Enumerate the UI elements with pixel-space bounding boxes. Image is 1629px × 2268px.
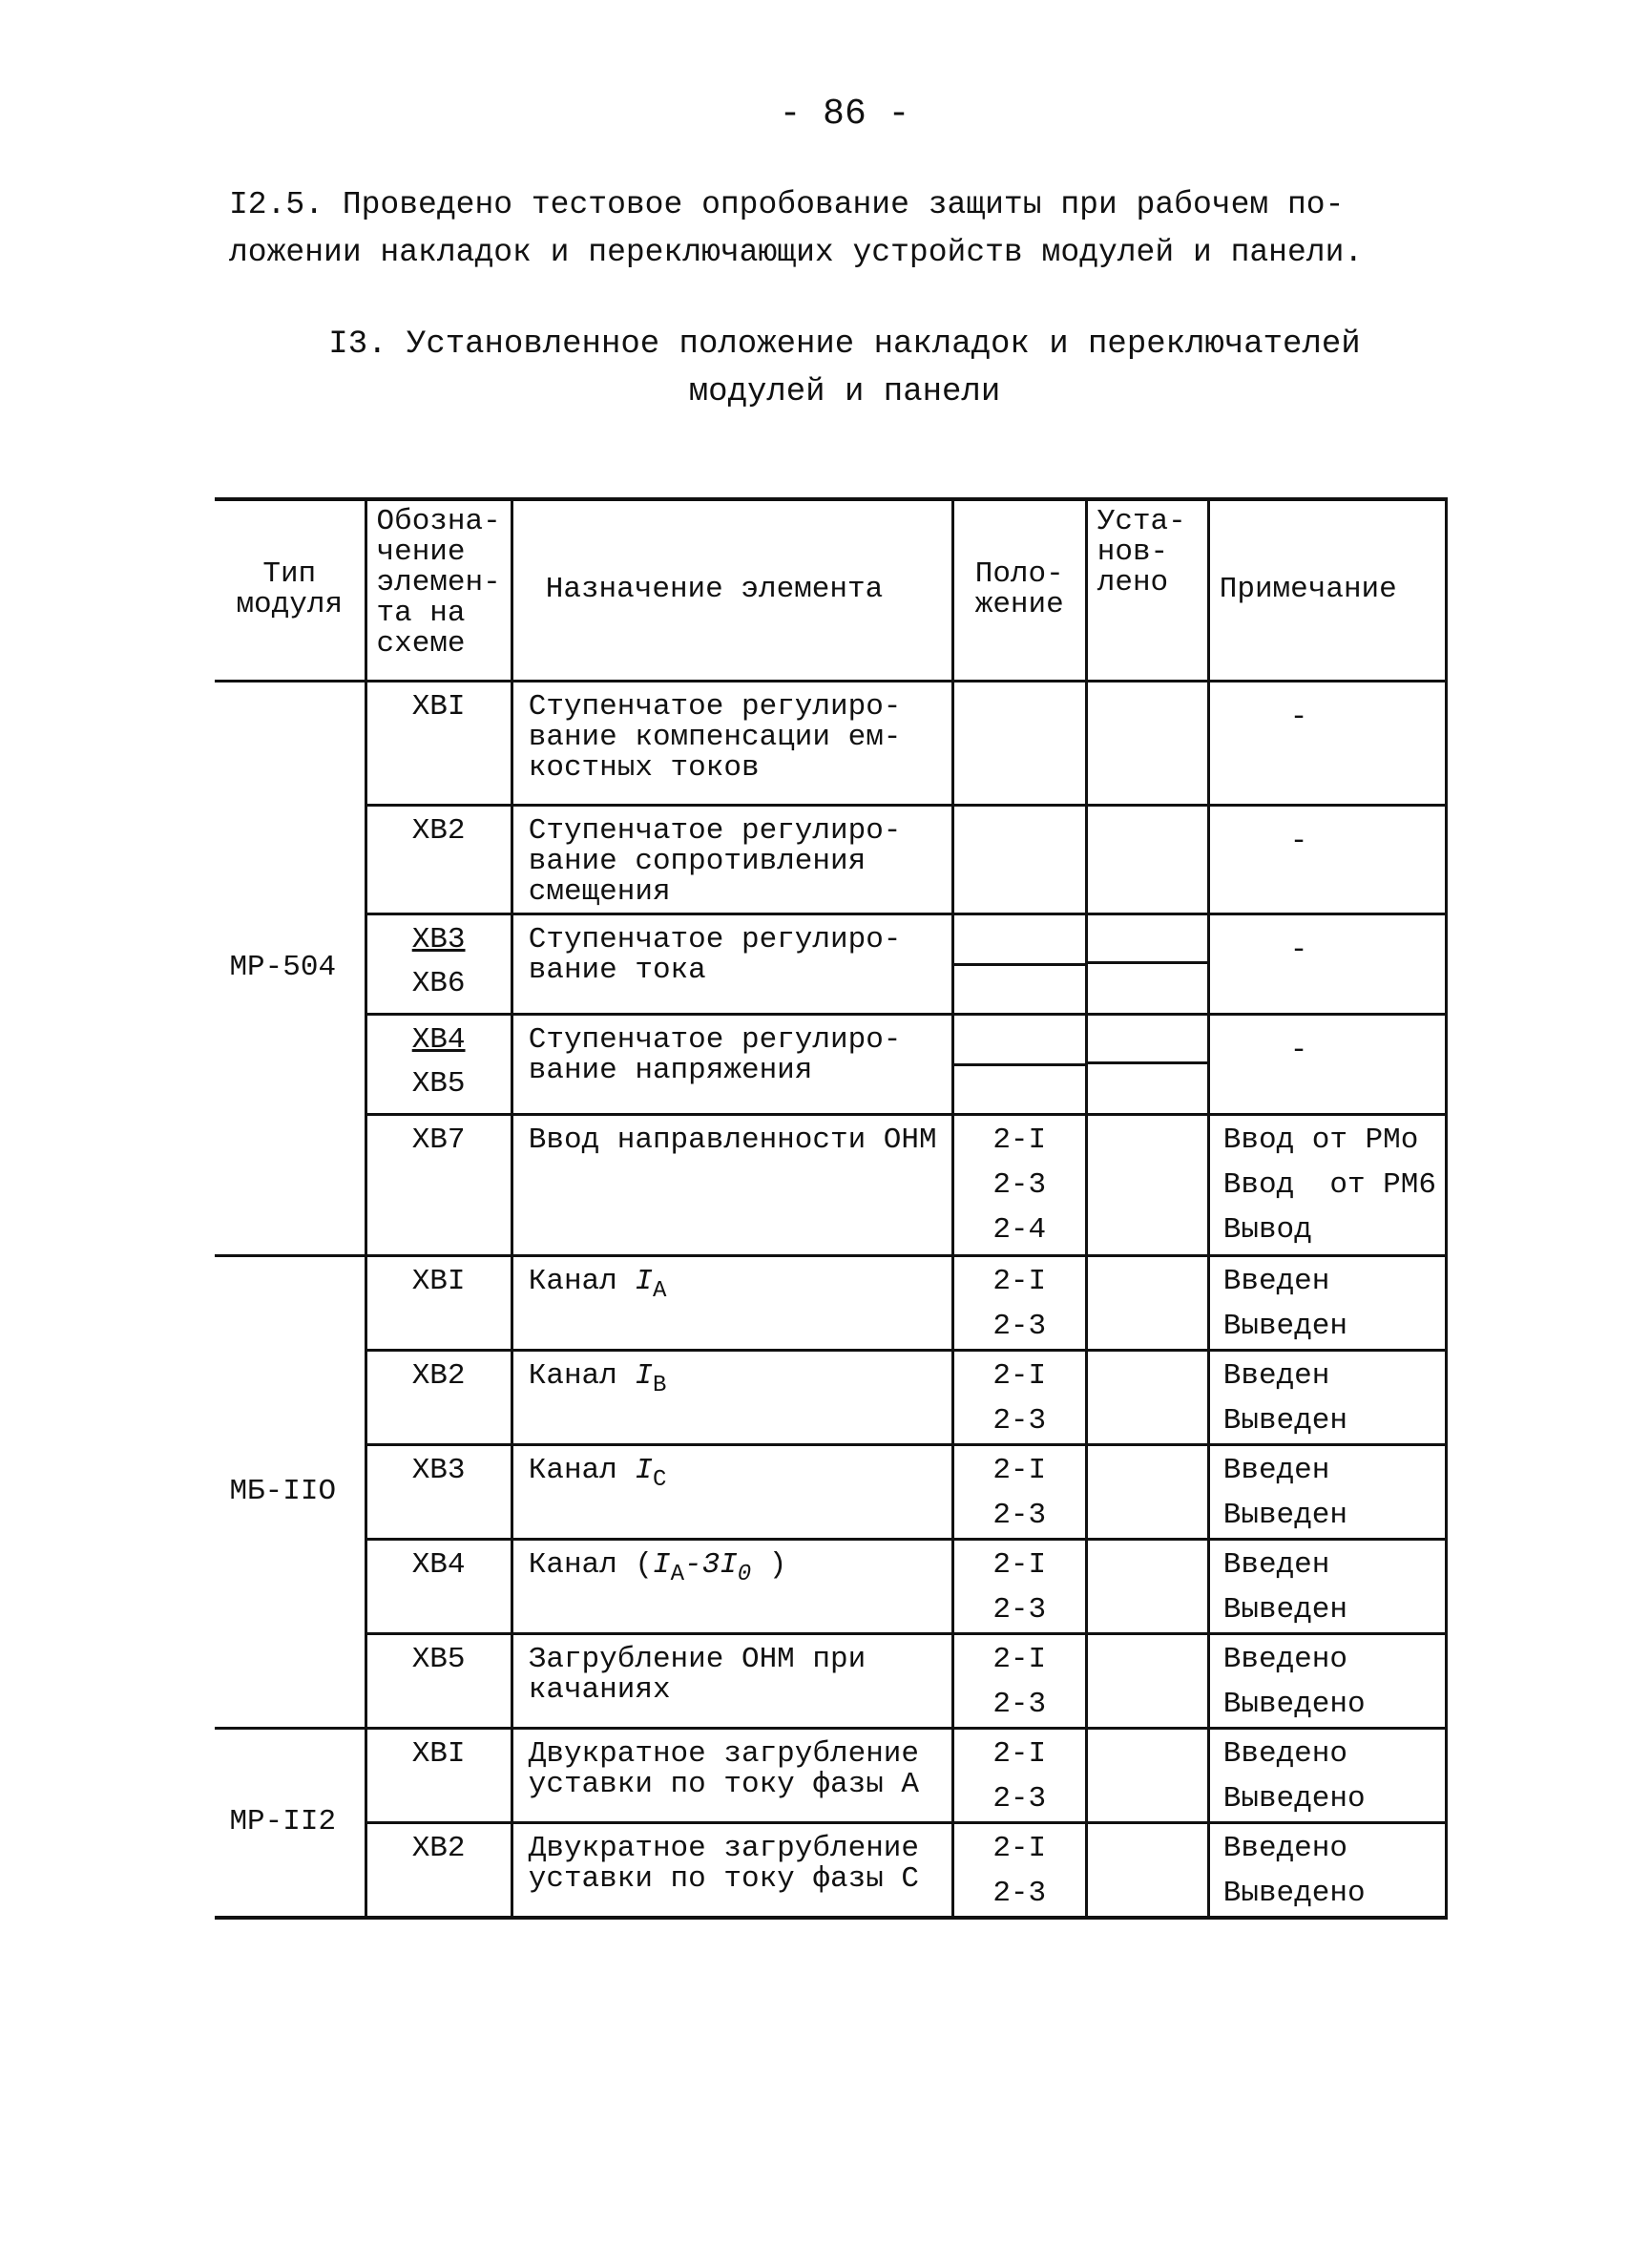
designation-code: XB2 — [411, 1831, 466, 1865]
purpose-fragment: A — [670, 1561, 684, 1587]
note-value: - — [1289, 700, 1308, 734]
installed-cell — [1086, 1255, 1208, 1350]
module-type-cell: MP-II2 — [215, 1728, 365, 1918]
position-subcell — [954, 1066, 1085, 1112]
position-value: 2-I — [992, 1453, 1047, 1487]
designation-code: XB3 — [411, 1453, 466, 1487]
purpose-cell — [512, 1350, 952, 1444]
purpose-text: Ступенчатое регулиро- вание напряжения — [528, 1022, 902, 1087]
installed-subcell — [1088, 964, 1207, 1010]
position-cell — [952, 1255, 1086, 1350]
page-number: - 86 - — [779, 94, 910, 135]
note-value: Введен — [1222, 1358, 1330, 1393]
purpose-fragment: ) — [751, 1547, 787, 1582]
purpose-cell — [512, 1539, 952, 1633]
purpose-fragment: Канал — [528, 1453, 636, 1487]
position-cell — [952, 1114, 1086, 1255]
designation-code: XBI — [411, 1736, 466, 1771]
note-cell — [1208, 1539, 1446, 1633]
installed-cell — [1086, 1350, 1208, 1444]
designation-cell — [365, 1633, 512, 1728]
note-value: Ввод от PMo — [1222, 1123, 1419, 1157]
designation-code: XB2 — [411, 1358, 466, 1393]
position-value: 2-4 — [992, 1212, 1047, 1247]
installed-cell — [1086, 1633, 1208, 1728]
note-cell — [1208, 1014, 1446, 1114]
designation-cell — [365, 1728, 512, 1822]
position-value: 2-3 — [992, 1403, 1047, 1438]
purpose-text: Ступенчатое регулиро- вание компенсации ем- костных токов — [528, 689, 902, 785]
purpose-cell — [512, 1728, 952, 1822]
position-value: 2-I — [992, 1123, 1047, 1157]
designation-code: XB5 — [411, 1642, 466, 1676]
purpose-fragment: I — [635, 1264, 653, 1298]
purpose-cell — [512, 1114, 952, 1255]
note-value: - — [1289, 824, 1308, 858]
header-designation: Обозна- чение элемен- та на схеме — [365, 499, 512, 681]
purpose-cell — [512, 805, 952, 914]
purpose-fragment: Канал — [528, 1358, 636, 1393]
installed-subcell — [1088, 1016, 1207, 1064]
module-type-cell: MP-504 — [215, 681, 365, 1255]
purpose-cell — [512, 914, 952, 1014]
installed-cell — [1086, 681, 1208, 805]
installed-cell — [1086, 1539, 1208, 1633]
note-cell — [1208, 1728, 1446, 1822]
installed-cell — [1086, 1014, 1208, 1114]
designation-cell — [365, 1350, 512, 1444]
purpose-text: Двукратное загрубление уставки по току фазы А — [528, 1736, 920, 1801]
paragraph-12-5-line-2: ложении накладок и переключающих устройств модулей и панели. — [229, 235, 1364, 270]
purpose-text: Загрубление ОНМ при качаниях — [528, 1642, 867, 1707]
position-value: 2-I — [992, 1358, 1047, 1393]
installed-subcell — [1088, 915, 1207, 964]
section-13-heading-line-2: модулей и панели — [688, 374, 1001, 410]
installed-cell — [1086, 914, 1208, 1014]
designation-code: XBI — [411, 689, 466, 724]
purpose-fragment: -3I — [683, 1547, 738, 1582]
position-value: 2-3 — [992, 1498, 1047, 1532]
purpose-cell — [512, 1822, 952, 1918]
position-cell — [952, 1728, 1086, 1822]
table-row — [215, 1350, 1446, 1444]
position-subcell — [954, 917, 1085, 966]
position-value: 2-3 — [992, 1687, 1047, 1721]
note-cell — [1208, 1822, 1446, 1918]
position-cell — [952, 1350, 1086, 1444]
installed-cell — [1086, 1728, 1208, 1822]
installed-cell — [1086, 1822, 1208, 1918]
position-cell — [952, 914, 1086, 1014]
position-value: 2-I — [992, 1831, 1047, 1865]
position-value: 2-3 — [992, 1876, 1047, 1910]
note-value: Ввод от PM6 — [1222, 1167, 1436, 1202]
purpose-text: Ввод направленности ОНМ — [528, 1123, 937, 1157]
note-value: Выведено — [1222, 1687, 1366, 1721]
designation-code: XBI — [411, 1264, 466, 1298]
header-note: Примечание — [1208, 499, 1446, 681]
note-cell — [1208, 1255, 1446, 1350]
designation-code: XB5 — [411, 1066, 466, 1101]
purpose-cell — [512, 1014, 952, 1114]
purpose-fragment: B — [652, 1372, 667, 1398]
designation-code: XB7 — [411, 1123, 466, 1157]
purpose-fragment: I — [652, 1547, 671, 1582]
note-value: Выведено — [1222, 1876, 1366, 1910]
note-cell — [1208, 914, 1446, 1014]
settings-table — [215, 497, 1448, 1920]
position-value: 2-I — [992, 1264, 1047, 1298]
position-cell — [952, 1633, 1086, 1728]
module-type-cell: МБ-IIO — [215, 1255, 365, 1728]
purpose-fragment: I — [635, 1358, 653, 1393]
table-row — [215, 1444, 1446, 1539]
note-value: Выведен — [1222, 1403, 1347, 1438]
note-cell — [1208, 1633, 1446, 1728]
note-value: - — [1289, 1033, 1308, 1067]
designation-cell — [365, 1822, 512, 1918]
position-cell — [952, 1444, 1086, 1539]
header-installed: Уста- нов- лено — [1086, 499, 1208, 681]
designation-cell — [365, 681, 512, 805]
designation-cell — [365, 1114, 512, 1255]
purpose-text: Ступенчатое регулиро- вание сопротивления смещения — [528, 813, 902, 909]
purpose-fragment: Канал — [528, 1264, 636, 1298]
purpose-cell — [512, 681, 952, 805]
purpose-cell — [512, 1633, 952, 1728]
note-value: - — [1289, 933, 1308, 967]
designation-cell — [365, 1014, 512, 1114]
table-row — [215, 1633, 1446, 1728]
installed-cell — [1086, 1444, 1208, 1539]
position-cell — [952, 1539, 1086, 1633]
designation-code: XB4 — [411, 1547, 466, 1582]
table-row — [215, 1822, 1446, 1918]
note-value: Введено — [1222, 1831, 1347, 1865]
note-value: Вывод — [1222, 1212, 1312, 1247]
position-cell — [952, 1014, 1086, 1114]
position-value: 2-I — [992, 1642, 1047, 1676]
position-value: 2-3 — [992, 1781, 1047, 1816]
purpose-text: Двукратное загрубление уставки по току фазы С — [528, 1831, 920, 1896]
table-header-row — [215, 499, 1446, 681]
table-row — [215, 1728, 1446, 1822]
table-row — [215, 805, 1446, 914]
note-value: Выведено — [1222, 1781, 1366, 1816]
designation-code: XB4 — [411, 1022, 466, 1057]
position-subcell — [954, 966, 1085, 1012]
table-row — [215, 1539, 1446, 1633]
note-value: Выведен — [1222, 1498, 1347, 1532]
position-value: 2-3 — [992, 1167, 1047, 1202]
note-value: Введен — [1222, 1264, 1330, 1298]
designation-cell — [365, 1444, 512, 1539]
position-subcell — [954, 1018, 1085, 1066]
header-position: Поло- жение — [952, 499, 1086, 681]
purpose-text: Ступенчатое регулиро- вание тока — [528, 922, 902, 987]
purpose-fragment: C — [652, 1466, 667, 1493]
designation-cell — [365, 1255, 512, 1350]
purpose-fragment: Канал ( — [528, 1547, 653, 1582]
note-value: Введено — [1222, 1736, 1347, 1771]
designation-code: XB3 — [411, 922, 466, 956]
section-13-heading-line-1: I3. Установленное положение накладок и переключателей — [328, 326, 1361, 363]
note-value: Введен — [1222, 1453, 1330, 1487]
purpose-cell — [512, 1444, 952, 1539]
table-row — [215, 681, 1446, 805]
designation-cell — [365, 1539, 512, 1633]
position-value: 2-I — [992, 1736, 1047, 1771]
note-value: Введено — [1222, 1642, 1347, 1676]
note-value: Выведен — [1222, 1309, 1347, 1343]
designation-cell — [365, 805, 512, 914]
purpose-fragment: A — [652, 1277, 667, 1304]
note-cell — [1208, 805, 1446, 914]
table-row — [215, 1255, 1446, 1350]
designation-cell — [365, 914, 512, 1014]
note-value: Введен — [1222, 1547, 1330, 1582]
designation-code: XB2 — [411, 813, 466, 848]
header-type: Тип модуля — [215, 499, 365, 681]
table-row — [215, 1114, 1446, 1255]
installed-cell — [1086, 805, 1208, 914]
table-row — [215, 1014, 1446, 1114]
purpose-fragment: 0 — [737, 1561, 752, 1587]
position-value: 2-3 — [992, 1309, 1047, 1343]
installed-subcell — [1088, 1064, 1207, 1110]
note-cell — [1208, 1350, 1446, 1444]
header-purpose: Назначение элемента — [512, 499, 952, 681]
position-value: 2-I — [992, 1547, 1047, 1582]
note-value: Выведен — [1222, 1592, 1347, 1627]
note-cell — [1208, 1114, 1446, 1255]
installed-cell — [1086, 1114, 1208, 1255]
table-row — [215, 914, 1446, 1014]
paragraph-12-5-line-1: I2.5. Проведено тестовое опробование защиты при рабочем по- — [229, 187, 1345, 222]
note-cell — [1208, 681, 1446, 805]
position-cell — [952, 681, 1086, 805]
position-cell — [952, 805, 1086, 914]
position-cell — [952, 1822, 1086, 1918]
note-cell — [1208, 1444, 1446, 1539]
purpose-cell — [512, 1255, 952, 1350]
designation-code: XB6 — [411, 966, 466, 1000]
position-value: 2-3 — [992, 1592, 1047, 1627]
purpose-fragment: I — [635, 1453, 653, 1487]
